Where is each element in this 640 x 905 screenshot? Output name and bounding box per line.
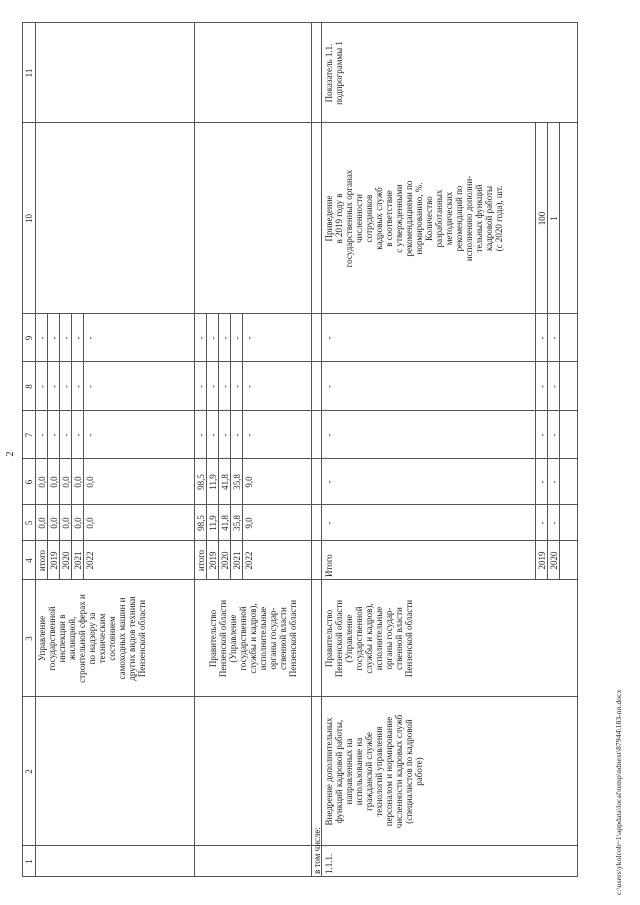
row111-col8-value: - (549, 385, 559, 388)
section2-col9-value: - (232, 336, 242, 340)
section2-col6-value: 98,5 (196, 474, 206, 490)
section2-col8-value: - (196, 385, 206, 388)
table-border-top (22, 22, 23, 877)
section1-col6-value: 0,0 (73, 476, 83, 488)
column-line (22, 410, 578, 411)
column-header-1: 1 (24, 859, 34, 864)
year-row-line (59, 314, 60, 580)
section1-col5-value: 0,0 (73, 517, 83, 529)
section1-col9-value: - (49, 336, 59, 340)
column-line (22, 540, 578, 541)
section2-col6-value: 9,0 (244, 476, 254, 488)
section2-col9-value: - (244, 336, 254, 340)
section1-col5-value: 0,0 (61, 517, 71, 529)
column-header-9: 9 (24, 335, 34, 341)
section1-col8-value: - (85, 385, 95, 388)
column-line (22, 458, 578, 459)
row111-col7-value: - (537, 433, 547, 437)
section1-year: итого (37, 549, 47, 572)
section2-col6-value: 35,8 (232, 474, 242, 490)
section2-col5-value: 35,8 (232, 515, 242, 531)
row111-col5-value: - (537, 521, 547, 525)
section2-col8-value: - (208, 385, 218, 388)
row111-col6-value: - (324, 480, 334, 484)
year-row-line (535, 122, 536, 580)
row111-col7-value: - (324, 433, 334, 437)
row111-col9-value: - (549, 336, 559, 340)
section2-col7-value: - (196, 433, 206, 437)
section2-executor: Правительство Пензенской области (Управление государственной службы и кадров), исполнительные органы государ- ственной власти Пензенской области (208, 599, 298, 678)
section1-year: 2022 (85, 551, 95, 570)
section1-col7-value: - (61, 433, 71, 437)
row111-year: 2020 (549, 551, 559, 570)
row111-col6-value: - (549, 480, 559, 484)
year-row-line (83, 314, 84, 580)
column-line (22, 504, 578, 505)
year-row-line (218, 314, 219, 580)
section2-col9-value: - (220, 336, 230, 340)
section1-col5-value: 0,0 (37, 517, 47, 529)
section1-col8-value: - (37, 385, 47, 388)
section2-col7-value: - (232, 433, 242, 437)
column-header-3: 3 (24, 636, 34, 641)
row111-col5-value: - (324, 521, 334, 525)
section1-col8-value: - (49, 385, 59, 388)
row111-col8-value: - (537, 385, 547, 388)
header-separator (35, 22, 36, 877)
section1-col9-value: - (85, 336, 95, 340)
column-header-7: 7 (24, 432, 34, 438)
section2-year: 2021 (232, 551, 242, 570)
row111-col5-value: - (549, 521, 559, 525)
section2-col5-value: 11,9 (208, 515, 218, 531)
year-row-line (206, 314, 207, 580)
row111-col6-value: - (537, 480, 547, 484)
section2-year: 2020 (220, 551, 230, 570)
section2-year: итого (196, 549, 206, 572)
row111-col9-value: - (324, 336, 334, 340)
section1-col7-value: - (85, 433, 95, 437)
section1-col9-value: - (37, 336, 47, 340)
section2-col8-value: - (232, 385, 242, 388)
section1-col5-value: 0,0 (49, 517, 59, 529)
section2-col5-value: 98,5 (196, 515, 206, 531)
year-row-line (47, 314, 48, 580)
section1-year: 2019 (49, 551, 59, 570)
column-header-6: 6 (24, 479, 34, 485)
section1-col9-value: - (73, 336, 83, 340)
section-boundary (194, 22, 195, 877)
section2-col7-value: - (220, 433, 230, 437)
including-label: в том числе: (312, 827, 322, 874)
year-row-line (230, 314, 231, 580)
section1-col8-value: - (61, 385, 71, 388)
year-row-line (559, 122, 560, 580)
section2-year: 2019 (208, 551, 218, 570)
row111-indicator-reference: Показатель 1.1. подпрограммы 1 (324, 41, 344, 105)
section2-col9-value: - (196, 336, 206, 340)
row111-col8-value: - (324, 385, 334, 388)
year-row-line (242, 314, 243, 580)
section1-executor: Управление государственной инспекции в жилищной, строительной сферах и по надзору за техническим состоянием самоходных машин и других видов техники Пензенской области (37, 594, 147, 683)
table-border-right (22, 22, 578, 23)
section1-col6-value: 0,0 (49, 476, 59, 488)
section1-col7-value: - (49, 433, 59, 437)
section1-col6-value: 0,0 (61, 476, 71, 488)
row111-indicator-description: Приведение в 2019 году в государственных органах численности сотрудников кадровых служб в соответствие с утвержденными рекомендациями по нормированию, %. Количество разработанных методических рекомендаций по исполнению дополни- тельных функций кадровой работы (с 2020 года), шт. (324, 169, 504, 268)
column-header-4: 4 (24, 558, 34, 563)
row-number: 1.1.1. (324, 853, 334, 874)
section1-col6-value: 0,0 (37, 476, 47, 488)
column-header-8: 8 (24, 384, 34, 389)
row111-col9-value: - (537, 336, 547, 340)
section1-col7-value: - (37, 433, 47, 437)
section2-col9-value: - (208, 336, 218, 340)
row111-col7-value: - (549, 433, 559, 437)
column-header-11: 11 (24, 68, 34, 78)
column-header-10: 10 (24, 214, 34, 223)
section1-year: 2021 (73, 551, 83, 570)
column-line (22, 845, 578, 846)
section1-col8-value: - (73, 385, 83, 388)
section1-col7-value: - (73, 433, 83, 437)
column-header-5: 5 (24, 520, 34, 526)
row111-indicator-value-2019: 100 (537, 211, 547, 226)
section2-col8-value: - (244, 385, 254, 388)
section2-year: 2022 (244, 551, 254, 570)
section1-col9-value: - (61, 336, 71, 340)
section2-col5-value: 41,8 (220, 515, 230, 531)
section2-col6-value: 41,8 (220, 474, 230, 490)
section2-col8-value: - (220, 385, 230, 388)
section2-col6-value: 11,9 (208, 474, 218, 490)
table-border-bottom (577, 22, 578, 877)
row111-year: Итого (324, 554, 334, 577)
section2-col7-value: - (208, 433, 218, 437)
section2-col7-value: - (244, 433, 254, 437)
row111-executor: Правительство Пензенской области (Управление государственной службы и кадров), исполнительные органы государ- ственной власти Пензенской области (324, 599, 414, 678)
section2-col5-value: 9,0 (244, 517, 254, 529)
column-line (22, 361, 578, 362)
footer-file-path: c:\users\ykolcob~1\appdata\local\temp\ndnext\87944\183-nn.docx (614, 689, 623, 895)
column-header-2: 2 (24, 769, 34, 774)
row111-indicator-value-2020: 1 (549, 216, 559, 221)
section1-year: 2020 (61, 551, 71, 570)
page-number: 2 (5, 451, 16, 457)
row111-year: 2019 (537, 551, 547, 570)
section1-col6-value: 0,0 (85, 476, 95, 488)
table-border-left (22, 876, 578, 877)
year-row-line (71, 314, 72, 580)
row111-measure: Внедрение дополнительных функций кадровой работы, направленных на использование на гражданской службе технологий управления персоналом и нормирование численности кадровых служб (специалистов по кадровой работе) (324, 714, 424, 829)
year-row-line (547, 122, 548, 580)
section1-col5-value: 0,0 (85, 517, 95, 529)
